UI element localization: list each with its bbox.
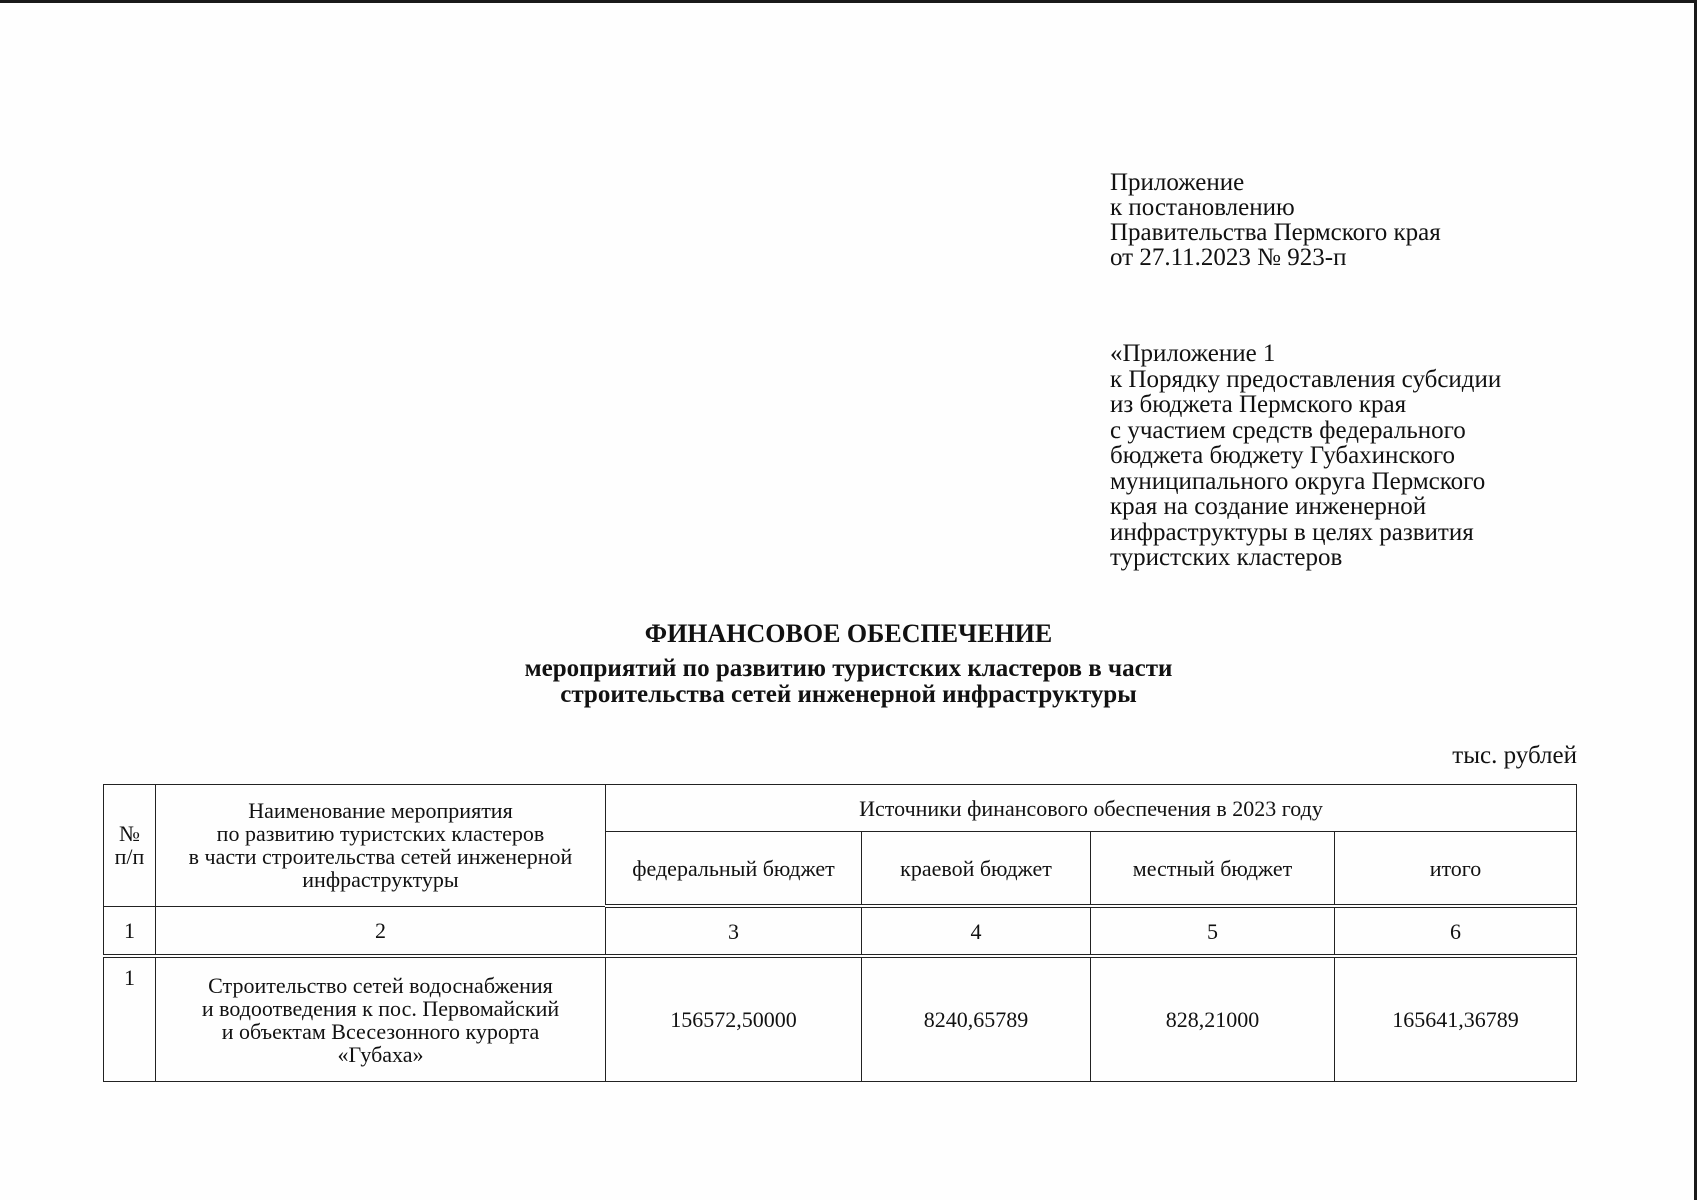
document-title: ФИНАНСОВОЕ ОБЕСПЕЧЕНИЕ	[644, 619, 1053, 648]
subtitle-line: строительства сетей инженерной инфраструктуры	[560, 681, 1137, 708]
row-total-value: 165641,36789	[1335, 956, 1577, 1082]
column-number: 2	[156, 906, 606, 956]
row-number: 1	[104, 956, 156, 1082]
annex-line: туристских кластеров	[1110, 544, 1343, 571]
annex-line: инфраструктуры в целях развития	[1110, 518, 1474, 546]
annex-line: к Порядку предоставления субсидии	[1110, 365, 1502, 393]
column-number: 4	[862, 906, 1091, 956]
header-number: № п/п	[104, 785, 156, 907]
annex-line: из бюджета Пермского края	[1110, 391, 1407, 418]
annex-line: муниципального округа Пермского	[1110, 467, 1486, 495]
header-sources: Источники финансового обеспечения в 2023 году	[606, 785, 1577, 832]
annex-line: с участием средств федерального	[1110, 416, 1466, 444]
header-activity-name: Наименование мероприятия по развитию туристских кластеров в части строительства сетей инженерной инфраструктуры	[156, 785, 606, 907]
scan-edge-top	[0, 0, 1697, 3]
document-subtitle	[0, 656, 1697, 708]
approval-block	[1110, 170, 1441, 270]
header-regional: краевой бюджет	[862, 832, 1091, 907]
header-total: итого	[1335, 832, 1577, 907]
financing-table	[103, 784, 1577, 1082]
row-federal-value: 156572,50000	[606, 956, 862, 1082]
units-label: тыс. рублей	[1452, 742, 1577, 769]
header-local: местный бюджет	[1091, 832, 1335, 907]
annex-line: «Приложение 1	[1110, 340, 1276, 367]
row-activity-name: Строительство сетей водоснабжения и водоотведения к пос. Первомайский и объектам Всесезонного курорта «Губаха»	[156, 956, 606, 1082]
approval-line: Приложение	[1110, 169, 1245, 196]
column-number: 6	[1335, 906, 1577, 956]
header-federal: федеральный бюджет	[606, 832, 862, 907]
row-regional-value: 8240,65789	[862, 956, 1091, 1082]
column-number: 5	[1091, 906, 1335, 956]
column-number: 1	[104, 906, 156, 956]
table-row	[104, 956, 1577, 1082]
approval-line: к постановлению	[1110, 194, 1295, 221]
approval-date-number: от 27.11.2023 № 923-п	[1110, 244, 1347, 271]
subtitle-line: мероприятий по развитию туристских кластеров в части	[524, 655, 1173, 682]
annex-block	[1110, 341, 1501, 571]
approval-line: Правительства Пермского края	[1110, 219, 1441, 246]
column-number: 3	[606, 906, 862, 956]
annex-line: бюджета бюджету Губахинского	[1110, 442, 1456, 469]
column-number-row	[104, 906, 1577, 956]
annex-line: края на создание инженерной	[1110, 493, 1427, 520]
row-local-value: 828,21000	[1091, 956, 1335, 1082]
